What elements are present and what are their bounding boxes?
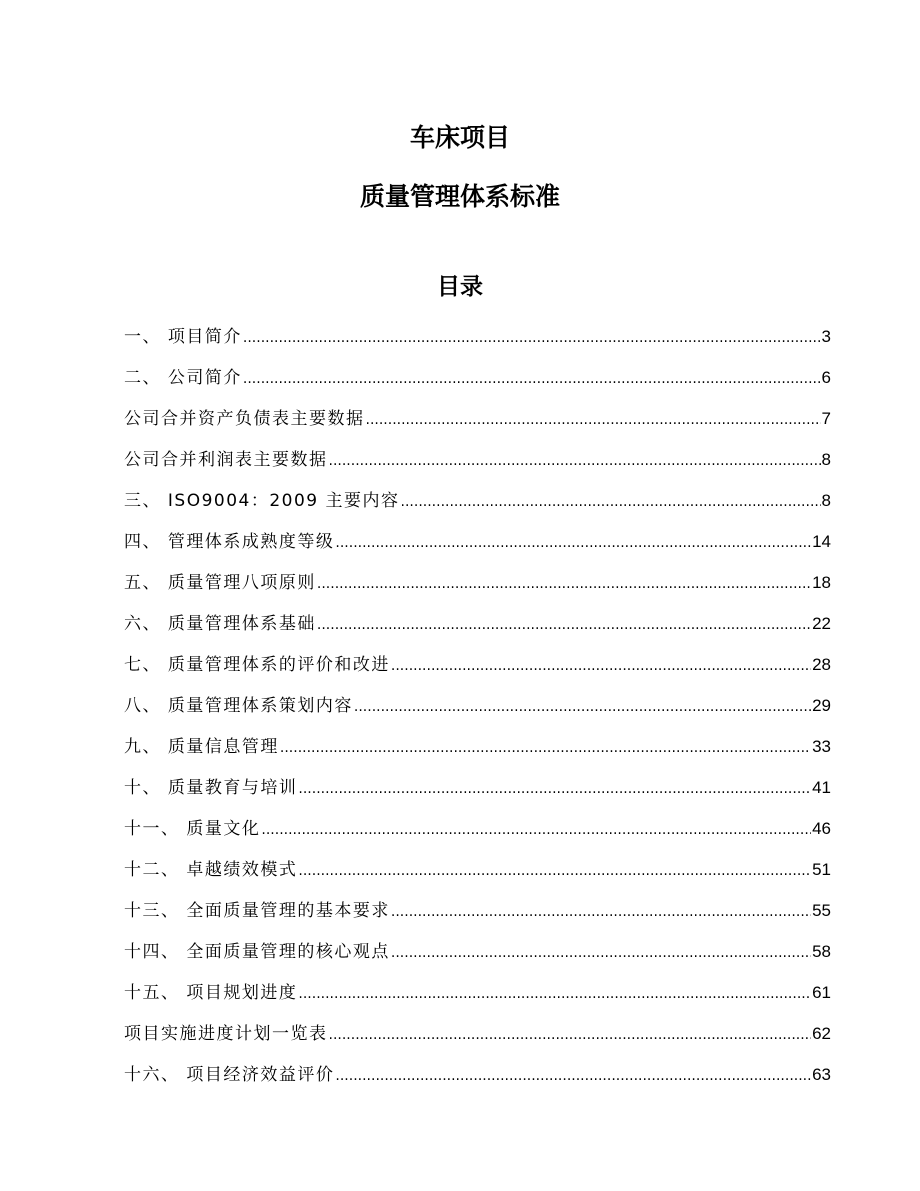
toc-entry-label: 九、 质量信息管理 (124, 737, 279, 757)
document-subtitle: 质量管理体系标准 (359, 182, 560, 211)
toc-entry[interactable] (124, 360, 831, 401)
toc-entry-label: 七、 质量管理体系的评价和改进 (124, 655, 390, 675)
toc-entry-label: 一、 项目简介 (124, 327, 242, 347)
toc-entry-label: 项目实施进度计划一览表 (124, 1024, 328, 1044)
toc-entry-label: 四、 管理体系成熟度等级 (124, 532, 335, 552)
toc-entry-label: 十三、 全面质量管理的基本要求 (124, 901, 390, 921)
toc-entry-page: 55 (812, 901, 831, 920)
toc-leader-dots (298, 771, 811, 807)
toc-leader-dots (354, 689, 811, 725)
toc-entry[interactable] (124, 729, 831, 770)
toc-entry-page: 8 (821, 450, 831, 469)
toc-leader-dots (280, 730, 811, 766)
toc-entry-page: 62 (812, 1024, 831, 1043)
toc-leader-dots (391, 894, 811, 930)
toc-leader-dots (317, 566, 811, 602)
toc-entry-page: 6 (821, 368, 831, 387)
toc-entry[interactable] (124, 319, 831, 360)
toc-leader-dots (329, 1017, 812, 1053)
toc-entry-label: 公司合并利润表主要数据 (124, 450, 328, 470)
toc-entry-page: 33 (812, 737, 831, 756)
toc-entry-page: 41 (812, 778, 831, 797)
toc-entry[interactable] (124, 934, 831, 975)
toc-entry-page: 46 (812, 819, 831, 838)
toc-entry-label: 六、 质量管理体系基础 (124, 614, 316, 634)
toc-leader-dots (298, 853, 811, 889)
toc-leader-dots (391, 935, 811, 971)
toc-entry[interactable] (124, 565, 831, 606)
toc-leader-dots (366, 402, 821, 438)
toc-entry[interactable] (124, 811, 831, 852)
toc-entry-page: 8 (821, 491, 831, 510)
toc-entry-label: 二、 公司简介 (124, 368, 242, 388)
toc-entry-label: 五、 质量管理八项原则 (124, 573, 316, 593)
toc-leader-dots (335, 525, 811, 561)
toc-entry-page: 18 (812, 573, 831, 592)
toc-entry-label: 八、 质量管理体系策划内容 (124, 696, 353, 716)
toc-entry-page: 29 (812, 696, 831, 715)
toc-entry[interactable] (124, 893, 831, 934)
toc-leader-dots (261, 812, 811, 848)
toc-entry-page: 7 (821, 409, 831, 428)
toc-entry[interactable] (124, 1057, 831, 1098)
toc-entry[interactable] (124, 524, 831, 565)
toc-entry-label: 十、 质量教育与培训 (124, 778, 298, 798)
toc-entry[interactable] (124, 483, 831, 524)
toc-entry[interactable] (124, 688, 831, 729)
toc-entry-label: 十四、 全面质量管理的核心观点 (124, 942, 390, 962)
toc-leader-dots (298, 976, 811, 1012)
toc-entry-label: 十二、 卓越绩效模式 (124, 860, 298, 880)
toc-entry-page: 58 (812, 942, 831, 961)
toc-entry-page: 3 (821, 327, 831, 346)
toc-entry-page: 51 (812, 860, 831, 879)
toc-entry-label: 十六、 项目经济效益评价 (124, 1065, 335, 1085)
toc-entry-label: 公司合并资产负债表主要数据 (124, 409, 365, 429)
toc-leader-dots (243, 361, 821, 397)
toc-entry-page: 14 (812, 532, 831, 551)
toc-entry[interactable] (124, 401, 831, 442)
toc-entry-page: 61 (812, 983, 831, 1002)
table-of-contents (124, 319, 831, 1098)
toc-entry[interactable] (124, 975, 831, 1016)
toc-leader-dots (335, 1058, 811, 1094)
toc-entry-label: 三、 ISO9004：2009 主要内容 (124, 491, 400, 511)
toc-leader-dots (329, 443, 821, 479)
toc-leader-dots (401, 484, 821, 520)
toc-entry-page: 22 (812, 614, 831, 633)
document-title: 车床项目 (409, 123, 510, 152)
toc-entry[interactable] (124, 852, 831, 893)
toc-entry[interactable] (124, 442, 831, 483)
toc-entry-label: 十五、 项目规划进度 (124, 983, 298, 1003)
toc-heading: 目录 (437, 274, 483, 300)
toc-leader-dots (243, 320, 821, 356)
toc-entry[interactable] (124, 1016, 831, 1057)
toc-entry-page: 63 (812, 1065, 831, 1084)
toc-entry[interactable] (124, 647, 831, 688)
toc-leader-dots (391, 648, 811, 684)
toc-leader-dots (317, 607, 811, 643)
toc-entry-page: 28 (812, 655, 831, 674)
toc-entry-label: 十一、 质量文化 (124, 819, 261, 839)
toc-entry[interactable] (124, 606, 831, 647)
toc-entry[interactable] (124, 770, 831, 811)
